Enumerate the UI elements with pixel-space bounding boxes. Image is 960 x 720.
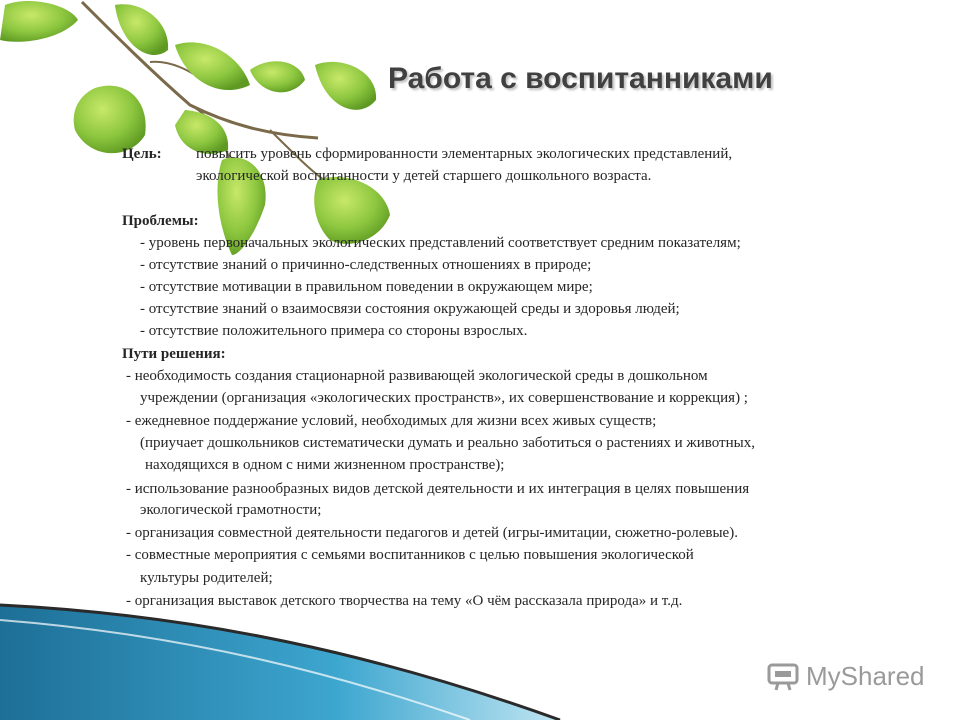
solution-line: находящихся в одном с ними жизненном пространстве); [145,457,505,473]
problem-item: - уровень первоначальных экологических представлений соответствует средним показателям; [140,235,741,251]
problem-item: - отсутствие знаний о причинно-следственных отношениях в природе; [140,257,592,273]
myshared-logo-icon [766,659,800,693]
problem-item: - отсутствие знаний о взаимосвязи состояния окружающей среды и здоровья людей; [140,301,680,317]
solution-line: - организация выставок детского творчества на тему «О чём рассказала природа» и т.д. [126,593,683,609]
solution-line: - ежедневное поддержание условий, необходимых для жизни всех живых существ; [126,413,657,429]
solution-line: - совместные мероприятия с семьями воспитанников с целью повышения экологической [126,547,694,563]
solution-line: (приучает дошкольников систематически думать и реально заботиться о растениях и животных, [140,435,755,451]
solution-line: - использование разнообразных видов детской деятельности и их интеграция в целях повышения [126,481,750,497]
problem-item: - отсутствие мотивации в правильном поведении в окружающем мире; [140,279,593,295]
slide-title: Работа с воспитанниками [388,62,773,95]
watermark-text: MyShared [806,660,925,691]
solutions-heading: Пути решения: [122,346,226,362]
solution-line: учреждении (организация «экологических пространств», их совершенствование и коррекция) ; [140,390,748,406]
problems-heading: Проблемы: [122,213,199,229]
solution-line: - организация совместной деятельности педагогов и детей (игры-имитации, сюжетно-ролевые). [126,525,738,541]
goal-line: повысить уровень сформированности элементарных экологических представлений, [196,146,733,162]
solution-line: культуры родителей; [140,570,273,586]
solution-line: - необходимость создания стационарной развивающей экологической среды в дошкольном [126,368,708,384]
problem-item: - отсутствие положительного примера со стороны взрослых. [140,323,528,339]
goal-label: Цель: [122,146,162,162]
solution-line: экологической грамотности; [140,502,322,518]
myshared-watermark[interactable] [766,656,925,696]
goal-line: экологической воспитанности у детей старшего дошкольного возраста. [196,168,652,184]
